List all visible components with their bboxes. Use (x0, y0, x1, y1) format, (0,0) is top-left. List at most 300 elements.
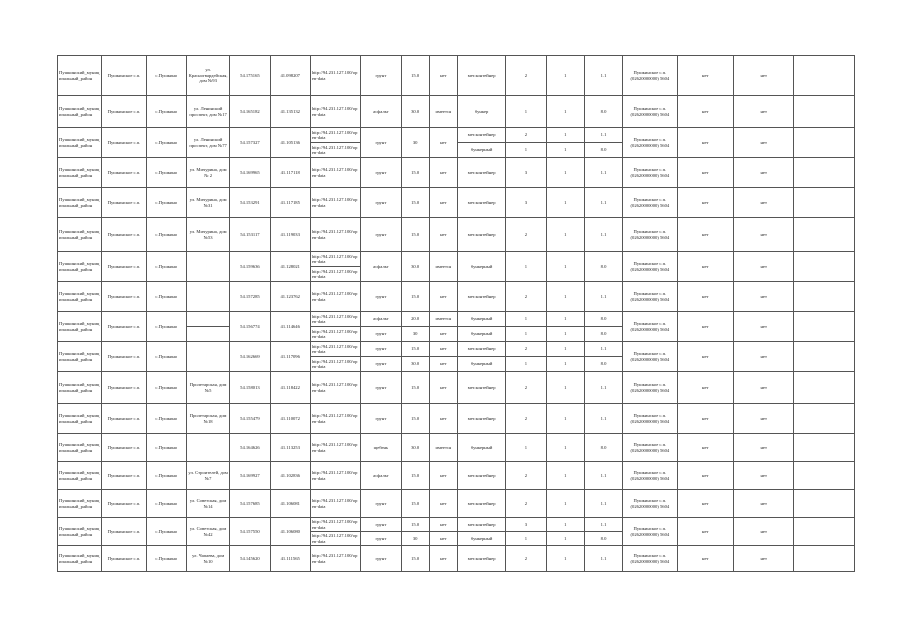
notes-cell (794, 252, 855, 282)
latitude-cell: 54.159636 (230, 252, 270, 282)
owner-cell: Пушкинское с.п. (02620000000) 5604 (623, 462, 677, 490)
surface-cell: грунт (361, 546, 401, 572)
owner-cell: Пушкинское с.п. (02620000000) 5604 (623, 434, 677, 462)
table-row (58, 312, 855, 327)
notes-cell (794, 128, 855, 158)
latitude-cell: 54.162669 (230, 342, 270, 372)
capacity-cell: 1.1 (584, 158, 622, 188)
latitude-cell: 54.157685 (230, 490, 270, 518)
area-cell: 15.0 (401, 342, 429, 357)
street-cell (186, 327, 229, 342)
individual-cell: нет (733, 518, 793, 546)
container-count-cell: 2 (506, 218, 546, 252)
latitude-cell: 54.157327 (230, 128, 270, 158)
latitude-cell: 54.157285 (230, 282, 270, 312)
legal-entity-cell: нет (677, 434, 733, 462)
village-cell: с.Пушкино (146, 372, 186, 404)
street-cell: ул. Строителей, дом №7 (186, 462, 229, 490)
village-cell: с.Пушкино (146, 312, 186, 342)
owner-cell: Пушкинское с.п. (02620000000) 5604 (623, 342, 677, 372)
url-cell: http://94.231.127.100/open-data (310, 372, 360, 404)
settlement-cell: Пушкинское с.п. (102, 312, 146, 342)
table-row (58, 546, 855, 572)
owner-cell: Пушкинское с.п. (02620000000) 5604 (623, 252, 677, 282)
longitude-cell: 41.102836 (270, 462, 310, 490)
settlement-cell: Пушкинское с.п. (102, 218, 146, 252)
area-cell: 30.0 (401, 252, 429, 282)
settlement-cell: Пушкинское с.п. (102, 342, 146, 372)
volume-cell: 1 (546, 434, 584, 462)
container-type-cell: бункерный (457, 357, 505, 372)
container-type-cell: мет.контейнер (457, 518, 505, 532)
notes-cell (794, 312, 855, 342)
owner-cell: Пушкинское с.п. (02620000000) 5604 (623, 56, 677, 96)
volume-cell: 1 (546, 518, 584, 532)
table-row (58, 434, 855, 462)
legal-entity-cell: нет (677, 128, 733, 158)
url-cell: http://94.231.127.100/open-data (310, 357, 360, 372)
district-cell: Пушкинский_муниципальный_район (58, 518, 102, 546)
volume-cell: 1 (546, 158, 584, 188)
owner-cell: Пушкинское с.п. (02620000000) 5604 (623, 372, 677, 404)
container-count-cell: 1 (506, 434, 546, 462)
capacity-cell: 1.1 (584, 372, 622, 404)
table-row (58, 372, 855, 404)
capacity-cell: 1.1 (584, 342, 622, 357)
capacity-cell: 1.1 (584, 546, 622, 572)
district-cell: Пушкинский_муниципальный_район (58, 546, 102, 572)
individual-cell: нет (733, 218, 793, 252)
table-row (58, 342, 855, 357)
container-count-cell: 1 (506, 357, 546, 372)
capacity-cell: 8.0 (584, 327, 622, 342)
legal-entity-cell: нет (677, 342, 733, 372)
area-cell: 15.0 (401, 518, 429, 532)
longitude-cell: 41.123762 (270, 282, 310, 312)
district-cell: Пушкинский_муниципальный_район (58, 434, 102, 462)
registry-body (58, 56, 855, 572)
settlement-cell: Пушкинское с.п. (102, 490, 146, 518)
latitude-cell: 54.158013 (230, 372, 270, 404)
capacity-cell: 8.0 (584, 143, 622, 158)
url-cell: http://94.231.127.100/open-data (310, 267, 360, 282)
settlement-cell: Пушкинское с.п. (102, 188, 146, 218)
individual-cell: нет (733, 312, 793, 342)
surface-cell: щебень (361, 434, 401, 462)
surface-cell: асфальт (361, 312, 401, 327)
container-count-cell: 1 (506, 143, 546, 158)
owner-cell: Пушкинское с.п. (02620000000) 5604 (623, 188, 677, 218)
latitude-cell: 54.175165 (230, 56, 270, 96)
legal-entity-cell: нет (677, 546, 733, 572)
settlement-cell: Пушкинское с.п. (102, 282, 146, 312)
area-cell: 15.0 (401, 282, 429, 312)
settlement-cell: Пушкинское с.п. (102, 158, 146, 188)
table-row (58, 252, 855, 267)
container-type-cell: мет.контейнер (457, 128, 505, 143)
url-cell: http://94.231.127.100/open-data (310, 490, 360, 518)
capacity-cell: 8.0 (584, 357, 622, 372)
notes-cell (794, 282, 855, 312)
area-cell: 30 (401, 532, 429, 546)
street-cell: ул. Советская, дом №14 (186, 490, 229, 518)
street-cell: Пролетарская, дом №5 (186, 372, 229, 404)
village-cell: с.Пушкино (146, 490, 186, 518)
settlement-cell: Пушкинское с.п. (102, 252, 146, 282)
surface-cell: грунт (361, 357, 401, 372)
capacity-cell: 8.0 (584, 434, 622, 462)
settlement-cell: Пушкинское с.п. (102, 56, 146, 96)
district-cell: Пушкинский_муниципальный_район (58, 128, 102, 158)
notes-cell (794, 546, 855, 572)
container-type-cell: мет.контейнер (457, 404, 505, 434)
surface-cell: грунт (361, 158, 401, 188)
owner-cell: Пушкинское с.п. (02620000000) 5604 (623, 312, 677, 342)
url-cell: http://94.231.127.100/open-data (310, 462, 360, 490)
longitude-cell: 41.135132 (270, 96, 310, 128)
volume-cell: 1 (546, 312, 584, 327)
container-type-cell: бункерный (457, 327, 505, 342)
container-count-cell: 2 (506, 282, 546, 312)
area-cell: 15.0 (401, 490, 429, 518)
individual-cell: нет (733, 96, 793, 128)
volume-cell: 1 (546, 462, 584, 490)
owner-cell: Пушкинское с.п. (02620000000) 5604 (623, 518, 677, 546)
volume-cell: 1 (546, 372, 584, 404)
table-row (58, 96, 855, 128)
district-cell: Пушкинский_муниципальный_район (58, 56, 102, 96)
individual-cell: нет (733, 342, 793, 372)
individual-cell: нет (733, 128, 793, 158)
container-type-cell: бункерный (457, 252, 505, 282)
notes-cell (794, 56, 855, 96)
volume-cell: 1 (546, 218, 584, 252)
url-cell: http://94.231.127.100/open-data (310, 327, 360, 342)
fence-cell: нет (429, 518, 457, 532)
notes-cell (794, 372, 855, 404)
longitude-cell: 41.128021 (270, 252, 310, 282)
container-count-cell: 3 (506, 188, 546, 218)
area-cell: 15.0 (401, 372, 429, 404)
container-count-cell: 2 (506, 462, 546, 490)
area-cell: 15.0 (401, 158, 429, 188)
village-cell: с.Пушкино (146, 96, 186, 128)
individual-cell: нет (733, 158, 793, 188)
latitude-cell: 54.169927 (230, 462, 270, 490)
longitude-cell: 41.119033 (270, 218, 310, 252)
notes-cell (794, 462, 855, 490)
district-cell: Пушкинский_муниципальный_район (58, 252, 102, 282)
url-cell: http://94.231.127.100/open-data (310, 518, 360, 532)
surface-cell: асфальт (361, 96, 401, 128)
fence-cell: нет (429, 404, 457, 434)
area-cell: 30 (401, 327, 429, 342)
url-cell: http://94.231.127.100/open-data (310, 404, 360, 434)
url-cell: http://94.231.127.100/open-data (310, 342, 360, 357)
fence-cell: нет (429, 218, 457, 252)
latitude-cell: 54.169965 (230, 158, 270, 188)
container-count-cell: 2 (506, 404, 546, 434)
longitude-cell: 41.114646 (270, 312, 310, 342)
fence-cell: нет (429, 188, 457, 218)
area-cell: 15.0 (401, 188, 429, 218)
url-cell: http://94.231.127.100/open-data (310, 252, 360, 267)
district-cell: Пушкинский_муниципальный_район (58, 342, 102, 372)
container-type-cell: бункерный (457, 312, 505, 327)
surface-cell: асфальт (361, 252, 401, 282)
street-cell: ул. Красногвардейская, дом №93 (186, 56, 229, 96)
district-cell: Пушкинский_муниципальный_район (58, 404, 102, 434)
table-row (58, 282, 855, 312)
street-cell: ул. Ленинский проспект, дом №77 (186, 128, 229, 158)
area-cell: 15.0 (401, 218, 429, 252)
container-count-cell: 2 (506, 372, 546, 404)
url-cell: http://94.231.127.100/open-data (310, 96, 360, 128)
longitude-cell: 41.117118 (270, 158, 310, 188)
longitude-cell: 41.110072 (270, 404, 310, 434)
fence-cell: нет (429, 327, 457, 342)
table-row (58, 462, 855, 490)
volume-cell: 1 (546, 327, 584, 342)
legal-entity-cell: нет (677, 56, 733, 96)
container-type-cell: мет.контейнер (457, 372, 505, 404)
longitude-cell: 41.117185 (270, 188, 310, 218)
street-cell (186, 252, 229, 282)
volume-cell: 1 (546, 532, 584, 546)
fence-cell: нет (429, 490, 457, 518)
container-count-cell: 2 (506, 56, 546, 96)
area-cell: 15.0 (401, 546, 429, 572)
fence-cell: нет (429, 532, 457, 546)
capacity-cell: 1.1 (584, 188, 622, 218)
village-cell: с.Пушкино (146, 158, 186, 188)
capacity-cell: 1.1 (584, 282, 622, 312)
longitude-cell: 41.111565 (270, 546, 310, 572)
volume-cell: 1 (546, 342, 584, 357)
settlement-cell: Пушкинское с.п. (102, 96, 146, 128)
area-cell: 30.0 (401, 357, 429, 372)
legal-entity-cell: нет (677, 372, 733, 404)
longitude-cell: 41.098207 (270, 56, 310, 96)
street-cell: ул. Чапаева, дом №10 (186, 546, 229, 572)
district-cell: Пушкинский_муниципальный_район (58, 218, 102, 252)
volume-cell: 1 (546, 188, 584, 218)
capacity-cell: 8.0 (584, 252, 622, 282)
street-cell (186, 312, 229, 327)
latitude-cell: 54.156774 (230, 312, 270, 342)
village-cell: с.Пушкино (146, 56, 186, 96)
individual-cell: нет (733, 188, 793, 218)
settlement-cell: Пушкинское с.п. (102, 518, 146, 546)
district-cell: Пушкинский_муниципальный_район (58, 372, 102, 404)
village-cell: с.Пушкино (146, 342, 186, 372)
container-count-cell: 1 (506, 312, 546, 327)
fence-cell: нет (429, 158, 457, 188)
street-cell: Пролетарская, дом №18 (186, 404, 229, 434)
longitude-cell: 41.106081 (270, 490, 310, 518)
table-row (58, 188, 855, 218)
notes-cell (794, 404, 855, 434)
individual-cell: нет (733, 434, 793, 462)
area-cell: 30 (401, 128, 429, 158)
table-row (58, 518, 855, 532)
district-cell: Пушкинский_муниципальный_район (58, 96, 102, 128)
container-count-cell: 1 (506, 96, 546, 128)
longitude-cell: 41.113253 (270, 434, 310, 462)
notes-cell (794, 342, 855, 372)
legal-entity-cell: нет (677, 404, 733, 434)
street-cell (186, 434, 229, 462)
surface-cell: грунт (361, 56, 401, 96)
longitude-cell: 41.117096 (270, 342, 310, 372)
legal-entity-cell: нет (677, 490, 733, 518)
volume-cell: 1 (546, 143, 584, 158)
container-count-cell: 2 (506, 546, 546, 572)
latitude-cell: 54.157550 (230, 518, 270, 546)
individual-cell: нет (733, 372, 793, 404)
individual-cell: нет (733, 546, 793, 572)
url-cell: http://94.231.127.100/open-data (310, 158, 360, 188)
container-type-cell: мет.контейнер (457, 546, 505, 572)
settlement-cell: Пушкинское с.п. (102, 546, 146, 572)
surface-cell: асфальт (361, 462, 401, 490)
latitude-cell: 54.164626 (230, 434, 270, 462)
latitude-cell: 54.155479 (230, 404, 270, 434)
owner-cell: Пушкинское с.п. (02620000000) 5604 (623, 128, 677, 158)
owner-cell: Пушкинское с.п. (02620000000) 5604 (623, 404, 677, 434)
legal-entity-cell: нет (677, 158, 733, 188)
individual-cell: нет (733, 490, 793, 518)
surface-cell: грунт (361, 372, 401, 404)
volume-cell: 1 (546, 96, 584, 128)
url-cell: http://94.231.127.100/open-data (310, 128, 360, 143)
village-cell: с.Пушкино (146, 252, 186, 282)
surface-cell: грунт (361, 518, 401, 532)
container-type-cell: мет.контейнер (457, 188, 505, 218)
capacity-cell: 8.0 (584, 312, 622, 327)
url-cell: http://94.231.127.100/open-data (310, 188, 360, 218)
village-cell: с.Пушкино (146, 218, 186, 252)
notes-cell (794, 188, 855, 218)
volume-cell: 1 (546, 546, 584, 572)
notes-cell (794, 490, 855, 518)
street-cell (186, 282, 229, 312)
fence-cell: нет (429, 372, 457, 404)
legal-entity-cell: нет (677, 462, 733, 490)
capacity-cell: 1.1 (584, 462, 622, 490)
container-type-cell: бункерный (457, 532, 505, 546)
fence-cell: нет (429, 546, 457, 572)
notes-cell (794, 158, 855, 188)
village-cell: с.Пушкино (146, 434, 186, 462)
individual-cell: нет (733, 56, 793, 96)
area-cell: 30.0 (401, 96, 429, 128)
container-count-cell: 1 (506, 327, 546, 342)
container-type-cell: бункер (457, 96, 505, 128)
owner-cell: Пушкинское с.п. (02620000000) 5604 (623, 158, 677, 188)
district-cell: Пушкинский_муниципальный_район (58, 158, 102, 188)
fence-cell: имеется (429, 252, 457, 282)
url-cell: http://94.231.127.100/open-data (310, 532, 360, 546)
fence-cell: имеется (429, 434, 457, 462)
container-count-cell: 3 (506, 158, 546, 188)
url-cell: http://94.231.127.100/open-data (310, 434, 360, 462)
village-cell: с.Пушкино (146, 462, 186, 490)
longitude-cell: 41.105136 (270, 128, 310, 158)
capacity-cell: 1.1 (584, 128, 622, 143)
volume-cell: 1 (546, 404, 584, 434)
container-count-cell: 1 (506, 532, 546, 546)
capacity-cell: 8.0 (584, 532, 622, 546)
district-cell: Пушкинский_муниципальный_район (58, 312, 102, 342)
fence-cell: нет (429, 56, 457, 96)
notes-cell (794, 218, 855, 252)
settlement-cell: Пушкинское с.п. (102, 434, 146, 462)
legal-entity-cell: нет (677, 96, 733, 128)
surface-cell: грунт (361, 128, 401, 158)
fence-cell: нет (429, 342, 457, 357)
container-count-cell: 2 (506, 342, 546, 357)
surface-cell: грунт (361, 188, 401, 218)
url-cell: http://94.231.127.100/open-data (310, 282, 360, 312)
street-cell: ул. Мичурина, дом №53 (186, 218, 229, 252)
surface-cell: грунт (361, 218, 401, 252)
capacity-cell: 1.1 (584, 490, 622, 518)
settlement-cell: Пушкинское с.п. (102, 404, 146, 434)
district-cell: Пушкинский_муниципальный_район (58, 282, 102, 312)
fence-cell: имеется (429, 96, 457, 128)
legal-entity-cell: нет (677, 188, 733, 218)
legal-entity-cell: нет (677, 312, 733, 342)
container-type-cell: бункерный (457, 143, 505, 158)
area-cell: 15.0 (401, 462, 429, 490)
container-count-cell: 2 (506, 128, 546, 143)
surface-cell: грунт (361, 404, 401, 434)
table-row (58, 490, 855, 518)
volume-cell: 1 (546, 490, 584, 518)
surface-cell: грунт (361, 327, 401, 342)
owner-cell: Пушкинское с.п. (02620000000) 5604 (623, 490, 677, 518)
district-cell: Пушкинский_муниципальный_район (58, 490, 102, 518)
village-cell: с.Пушкино (146, 546, 186, 572)
village-cell: с.Пушкино (146, 282, 186, 312)
table-row (58, 128, 855, 143)
table-row (58, 158, 855, 188)
street-cell: ул. Ленинский проспект, дом №17 (186, 96, 229, 128)
latitude-cell: 54.153117 (230, 218, 270, 252)
volume-cell: 1 (546, 128, 584, 143)
container-count-cell: 3 (506, 518, 546, 532)
individual-cell: нет (733, 404, 793, 434)
owner-cell: Пушкинское с.п. (02620000000) 5604 (623, 282, 677, 312)
legal-entity-cell: нет (677, 518, 733, 546)
container-type-cell: мет.контейнер (457, 342, 505, 357)
area-cell: 30.0 (401, 434, 429, 462)
volume-cell: 1 (546, 56, 584, 96)
capacity-cell: 1.1 (584, 56, 622, 96)
area-cell: 20.0 (401, 312, 429, 327)
fence-cell: нет (429, 128, 457, 158)
notes-cell (794, 96, 855, 128)
fence-cell: имеется (429, 312, 457, 327)
volume-cell: 1 (546, 357, 584, 372)
surface-cell: грунт (361, 342, 401, 357)
village-cell: с.Пушкино (146, 188, 186, 218)
url-cell: http://94.231.127.100/open-data (310, 143, 360, 158)
area-cell: 15.0 (401, 404, 429, 434)
legal-entity-cell: нет (677, 282, 733, 312)
longitude-cell: 41.118422 (270, 372, 310, 404)
